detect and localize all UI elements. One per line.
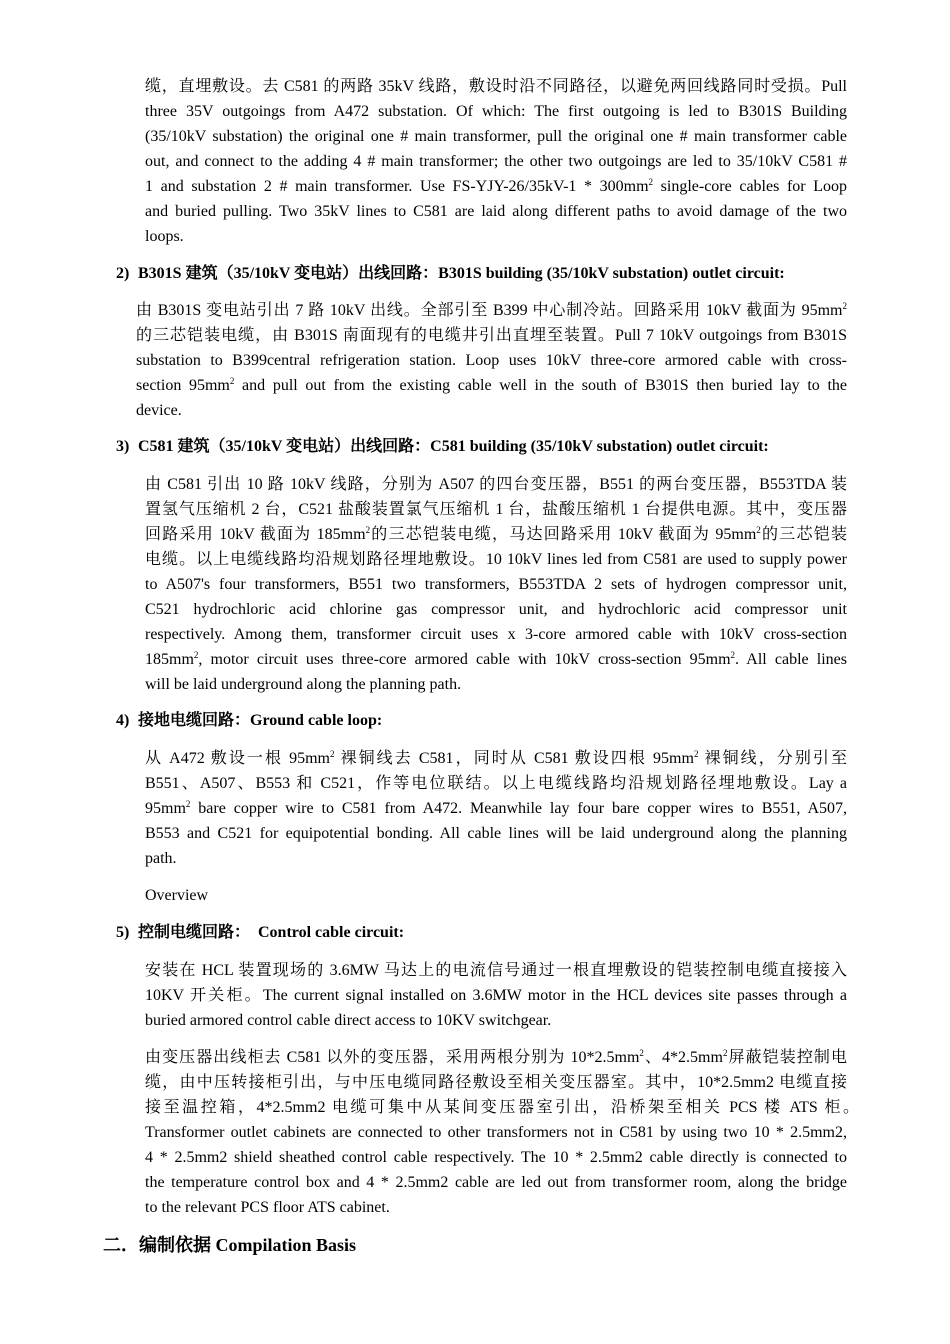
text-line: loops. — [145, 228, 184, 245]
text-line: respectively. Among them, transformer circuit uses x 3-core armored cable with 10kV cross-section — [145, 626, 847, 643]
text-line: substation to B399central refrigeration station. Loop uses 10kV three-core armored cable with cross- — [136, 352, 847, 369]
text-line: 缆，由中压转接柜引出，与中压电缆同路径敷设至相关变压器室。其中，10*2.5mm2 电缆直接 — [145, 1074, 847, 1091]
text-line: 安装在 HCL 装置现场的 3.6MW 马达上的电流信号通过一根直埋敷设的铠装控制电缆直接接入 — [145, 962, 847, 979]
text-line: 回路采用 10kV 截面为 $185mm^2$的三芯铠装电缆，马达回路采用 10kV 截面为 $95mm^2$的三芯铠装 — [145, 525, 847, 543]
heading-ground-cable — [116, 710, 382, 732]
text-line: 的三芯铠装电缆，由 B301S 南面现有的电缆井引出直埋至装置。Pull 7 10kV outgoings from B301S — [136, 327, 847, 344]
text-line: the temperature control box and 4 * 2.5mm2 cable are led out from transformer room, along the bridge — [145, 1174, 847, 1191]
text-line: B553 and C521 for equipotential bonding. All cable lines will be laid underground along the planning — [145, 825, 847, 842]
section-heading-compilation-basis — [103, 1233, 356, 1257]
text-line: section $95mm^2$ and pull out from the existing cable well in the south of B301S then buried lay to the — [136, 376, 847, 394]
text-line: $185mm^2$, motor circuit uses three-core armored cable with 10kV cross-section $95mm^2$. All cable lines — [145, 650, 848, 668]
heading-b301s-outlet — [116, 263, 785, 285]
heading-control-cable — [116, 922, 404, 944]
paragraph-b301s-outlet — [136, 298, 847, 423]
text-line: C521 hydrochloric acid chlorine gas compressor unit, and hydrochloric acid compressor unit — [145, 601, 847, 618]
text-line: buried armored control cable direct access to 10KV switchgear. — [145, 1012, 552, 1029]
paragraph-35kv-lines — [145, 74, 847, 249]
overview-text — [145, 883, 847, 908]
text-line: 从 A472 敷设一根 $95mm^2$ 裸铜线去 C581，同时从 C581 敷设四根 $95mm^2$ 裸铜线，分别引至 — [145, 749, 847, 767]
heading-text: 控制电缆回路： Control cable circuit: — [138, 924, 405, 941]
paragraph-ground-cable — [145, 746, 847, 871]
text-line: path. — [145, 850, 177, 867]
heading-c581-outlet — [116, 436, 769, 458]
heading-number: 3) — [116, 438, 130, 455]
paragraph-c581-outlet — [145, 472, 847, 697]
heading-text: C581 建筑（35/10kV 变电站）出线回路：C581 building (35/10kV substation) outlet circuit: — [138, 438, 769, 455]
text-line: B551、A507、B553 和 C521，作等电位联结。以上电缆线路均沿规划路径埋地敷设。Lay a — [145, 775, 847, 792]
text-line: to the relevant PCS floor ATS cabinet. — [145, 1199, 390, 1216]
section-title: 二．编制依据 Compilation Basis — [103, 1235, 357, 1255]
heading-text: 接地电缆回路：Ground cable loop: — [138, 712, 383, 729]
text-line: Overview — [145, 887, 209, 904]
heading-number: 4) — [116, 712, 130, 729]
text-line: $95mm^2$ bare copper wire to C581 from A472. Meanwhile lay four bare copper wires to B551, A507, — [145, 799, 847, 817]
text-line: 由变压器出线柜去 C581 以外的变压器，采用两根分别为 $10*2.5mm^2$、$4*2.5mm^2$屏蔽铠装控制电 — [145, 1048, 847, 1066]
heading-text: B301S 建筑（35/10kV 变电站）出线回路：B301S building (35/10kV substation) outlet circuit: — [138, 265, 785, 282]
text-line: and buried pulling. Two 35kV lines to C581 are laid along different paths to avoid damage of the two — [145, 203, 847, 220]
text-line: 置氢气压缩机 2 台，C521 盐酸装置氯气压缩机 1 台，盐酸压缩机 1 台提供电源。其中，变压器 — [145, 501, 847, 518]
text-line: 接至温控箱，4*2.5mm2 电缆可集中从某间变压器室引出，沿桥架至相关 PCS 楼 ATS 柜。 — [145, 1099, 859, 1116]
text-line: to A507's four transformers, B551 two transformers, B553TDA 2 sets of hydrogen compressor unit, — [145, 576, 847, 593]
text-line: 由 C581 引出 10 路 10kV 线路，分别为 A507 的四台变压器，B551 的两台变压器，B553TDA 装 — [145, 476, 847, 493]
text-line: will be laid underground along the planning path. — [145, 676, 462, 693]
text-line: 1 and substation 2 # main transformer. Use $FS-YJY-26/35kV-1 * 300mm^2$ single-core cables for Loop — [145, 177, 847, 195]
paragraph-transformer-control — [145, 1045, 859, 1220]
text-line: 缆，直埋敷设。去 C581 的两路 35kV 线路，敷设时沿不同路径，以避免两回线路同时受损。Pull — [145, 78, 847, 95]
text-line: 电缆。以上电缆线路均沿规划路径埋地敷设。10 10kV lines led from C581 are used to supply power — [145, 551, 847, 568]
text-line: three 35V outgoings from A472 substation. Of which: The first outgoing is led to B301S Building — [145, 103, 847, 120]
text-line: out, and connect to the adding 4 # main transformer; the other two outgoings are led to 35/10kV C581 # — [145, 153, 847, 170]
text-line: device. — [136, 402, 182, 419]
text-line: 4 * 2.5mm2 shield sheathed control cable respectively. The 10 * 2.5mm2 cable directly is connected to — [145, 1149, 847, 1166]
heading-number: 5) — [116, 924, 130, 941]
heading-number: 2) — [116, 265, 130, 282]
text-line: Transformer outlet cabinets are connected to other transformers not in C581 by using two 10 * 2.5mm2, — [145, 1124, 847, 1141]
paragraph-motor-signal — [145, 958, 847, 1033]
text-line: (35/10kV substation) the original one # main transformer, pull the original one # main transformer cable — [145, 128, 847, 145]
text-line: 10KV 开关柜。The current signal installed on 3.6MW motor in the HCL devices site passes through a — [145, 987, 847, 1004]
text-line: 由 B301S 变电站引出 7 路 10kV 出线。全部引至 B399 中心制冷站。回路采用 10kV 截面为 $95mm^2$ — [136, 301, 847, 319]
